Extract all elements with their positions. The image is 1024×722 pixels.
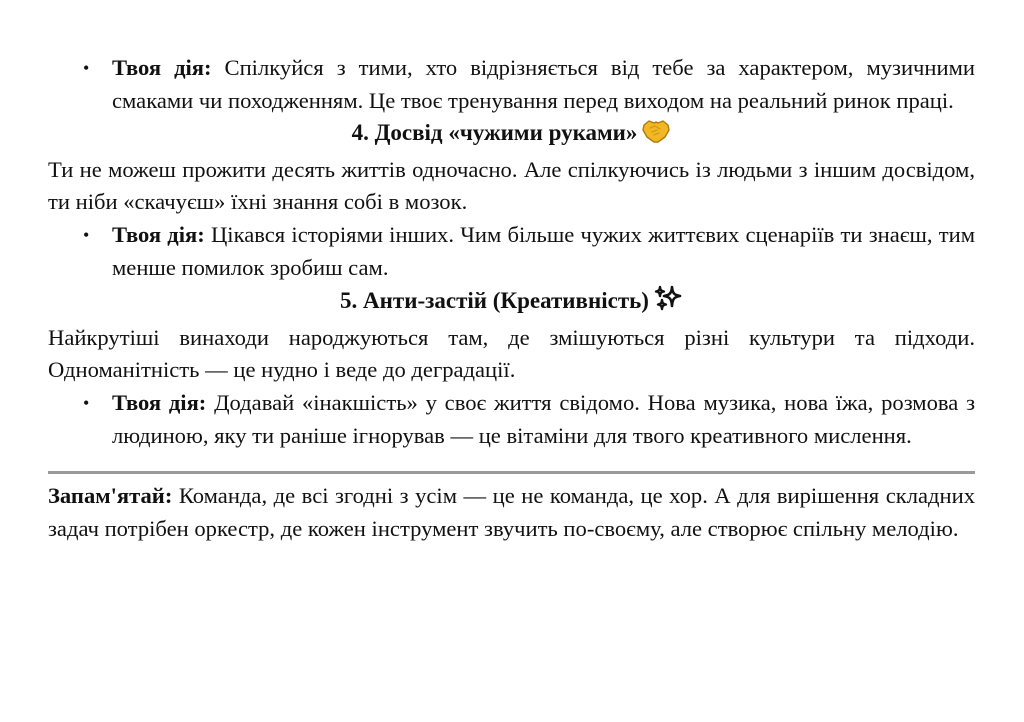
section-5-paragraph: Найкрутіші винаходи народжуються там, де змішуються різні культури та підходи. Одноманітність — це нудно і веде до деградації.: [48, 324, 975, 383]
document-page: [48, 52, 975, 545]
bullet-dot: •: [83, 58, 90, 78]
remember-note: [48, 480, 975, 545]
sparkles-icon: [653, 284, 683, 322]
bullet-label: Твоя дія:: [112, 389, 207, 415]
remember-text: Команда, де всі згодні з усім — це не команда, це хор. А для вирішення складних задач потрібен оркестр, де кожен інструмент звучить по-своєму, але створює спільну мелодію.: [48, 483, 975, 541]
section-4-heading: [48, 117, 975, 154]
handshake-icon: [641, 118, 671, 154]
bullet-item-section-4: [48, 219, 975, 284]
bullet-item-section-3: [48, 52, 975, 117]
bullet-text: Додавай «інакшість» у своє життя свідомо. Нова музика, нова їжа, розмова з людиною, яку ти раніше ігнорував — це вітаміни для твого креативного мислення.: [112, 389, 975, 448]
bullet-dot: •: [83, 224, 90, 245]
heading-text: 5. Анти-застій (Креативність): [340, 288, 649, 314]
bullet-label: Твоя дія:: [112, 221, 205, 247]
section-5-heading: [48, 284, 975, 322]
bullet-text: Цікався історіями інших. Чим більше чужих життєвих сценаріїв ти знаєш, тим менше помилок зробиш сам.: [112, 221, 975, 280]
horizontal-rule: [48, 471, 975, 474]
bullet-dot: •: [83, 392, 90, 413]
heading-text: 4. Досвід «чужими руками»: [351, 120, 638, 146]
remember-label: Запам'ятай:: [48, 483, 173, 509]
bullet-item-section-5: [48, 387, 975, 452]
bullet-label: Твоя дія:: [112, 55, 212, 80]
bullet-text: Спілкуйся з тими, хто відрізняється від тебе за характером, музичними смаками чи походженням. Це твоє тренування перед виходом на реальний ринок праці.: [112, 55, 975, 113]
section-4-paragraph: Ти не можеш прожити десять життів одночасно. Але спілкуючись із людьми з іншим досвідом, ти ніби «скачуєш» їхні знання собі в мозок.: [48, 156, 975, 215]
